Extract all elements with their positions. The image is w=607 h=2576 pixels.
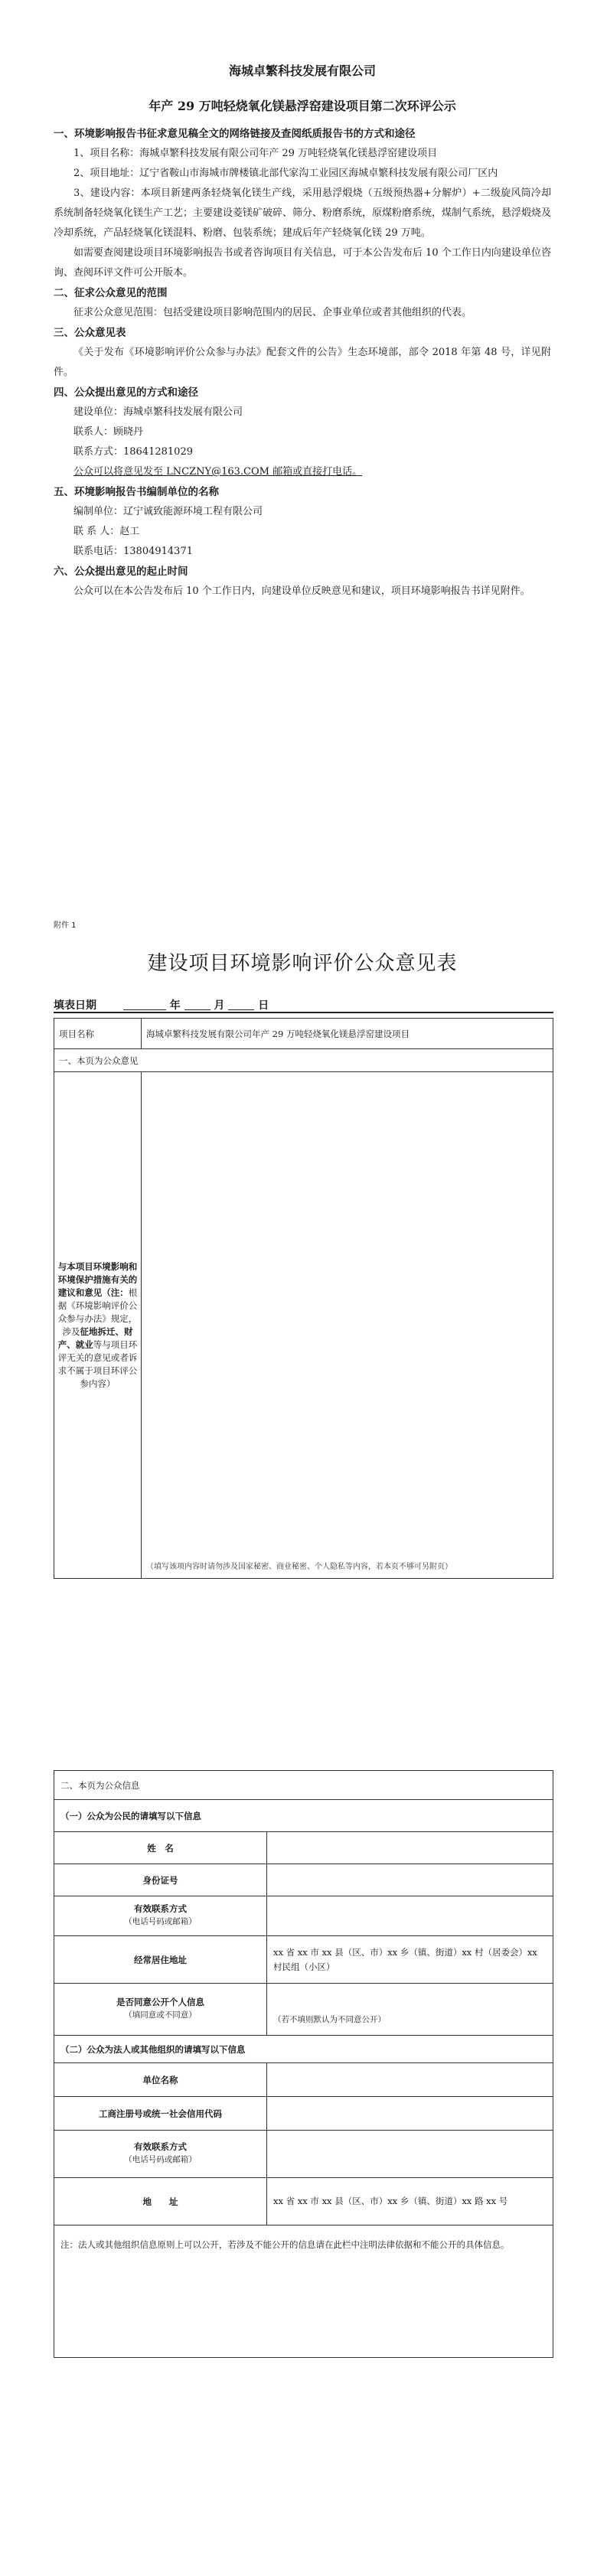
public-info-table <box>54 1770 553 2358</box>
public-consent-sub: （填同意或不同意） <box>124 2010 197 2020</box>
contact-input[interactable] <box>267 1896 553 1936</box>
project-content-line: 3、建设内容：本项目新建两条轻烧氧化镁生产线，采用悬浮煅烧（五级预热器+分解炉）+二级旋风筒冷却系统制备轻烧氧化镁生产工艺；主要建设菱镁矿破碎、筛分、粉磨系统，原煤粉磨系统，煤制气系统，悬浮煅烧及冷却系统，产品轻烧氧化镁混料、粉磨、包装系统；建成后年产轻烧氧化镁 29 万吨。 <box>54 187 552 239</box>
fill-note: （填写该项内容时请勿涉及国家秘密、商业秘密、个人隐私等内容，若本页不够可另附页） <box>146 1563 452 1571</box>
org-header-row <box>54 2036 553 2063</box>
unit-name-label: 单位名称 <box>54 2063 267 2097</box>
address-row <box>54 1936 553 1984</box>
footnote-row <box>54 2225 553 2358</box>
day-label: 日 <box>258 999 269 1012</box>
section-1-title: 一、本页为公众意见 <box>54 1049 553 1072</box>
public-consent-label: 是否同意公开个人信息 <box>116 1997 204 2007</box>
contact-row <box>54 1896 553 1936</box>
section-1-heading: 一、环境影响报告书征求意见稿全文的网络链接及查阅纸质报告书的方式和途径 <box>54 128 416 140</box>
period-paragraph: 公众可以在本公告发布后 10 个工作日内，向建设单位反映意见和建议，项目环境影响报告书详见附件。 <box>73 585 530 597</box>
opinion-form-table <box>54 1018 553 1579</box>
project-address-line: 2、项目地址：辽宁省鞍山市海城市牌楼镇北部代家沟工业园区海城卓繁科技发展有限公司厂区内 <box>73 168 498 179</box>
section-3-heading: 三、公众意见表 <box>54 327 126 339</box>
public-consent-row <box>54 1984 553 2036</box>
org-contact-label: 有效联系方式 <box>134 2141 187 2152</box>
company-title: 海城卓繁科技发展有限公司 <box>228 64 376 78</box>
name-label: 姓 名 <box>54 1832 267 1864</box>
id-row <box>54 1864 553 1896</box>
footnote: 注：法人或其他组织信息原则上可以公开，若涉及不能公开的信息请在此栏中注明法律依据和不能公开的具体信息。 <box>54 2225 553 2358</box>
email-line: 公众可以将意见发至 LNCZNY@163.COM 邮箱或直接打电话。 <box>73 466 363 478</box>
opinion-instruction-bold-1: 与本项目环境影响和环境保护措施有关的建议和意见（注： <box>57 1260 138 1298</box>
unit-name-row <box>54 2063 553 2097</box>
opinion-form-paragraph: 《关于发布《环境影响评价公众参与办法》配套文件的公告》生态环境部，部令 2018 年第 48 号，详见附件。 <box>54 347 551 378</box>
org-address-value[interactable]: xx 省 xx 市 xx 县（区、市）xx 乡（镇、街道）xx 路 xx 号 <box>267 2178 553 2225</box>
section-6-heading: 六、公众提出意见的起止时间 <box>54 566 188 578</box>
public-consent-input[interactable] <box>267 1984 553 2036</box>
citizen-header: （一）公众为公民的请填写以下信息 <box>54 1800 553 1832</box>
section-2-heading: 二、征求公众意见的范围 <box>54 287 168 299</box>
opinion-input-area[interactable] <box>142 1072 553 1579</box>
section-4-heading: 四、公众提出意见的方式和途径 <box>54 386 198 399</box>
attachment-label: 附件 1 <box>54 921 77 930</box>
opinion-instruction-text-1: 根据《环境影响评价公众参与办法》规定，涉及 <box>57 1286 138 1337</box>
opinion-instruction-bold-2: 征地拆迁、财产、就业 <box>57 1325 133 1350</box>
org-address-label: 地 址 <box>54 2178 267 2225</box>
credit-code-label: 工商注册号或统一社会信用代码 <box>54 2097 267 2131</box>
builder-contact-line: 联系人：顾晓丹 <box>73 426 144 438</box>
address-label: 经常居住地址 <box>54 1936 267 1984</box>
project-name-label: 项目名称 <box>54 1019 142 1049</box>
section-2-title: 二、本页为公众信息 <box>54 1771 553 1800</box>
notice-body <box>54 61 551 602</box>
public-consent-label-cell <box>54 1984 267 2036</box>
form-title: 建设项目环境影响评价公众意见表 <box>147 952 458 975</box>
project-name-value: 海城卓繁科技发展有限公司年产 29 万吨轻烧氧化镁悬浮窑建设项目 <box>142 1019 553 1049</box>
consult-paragraph: 如需要查阅建设项目环境影响报告书或者咨询项目有关信息，可于本公告发布后 10 个工作日内向建设单位咨询、查阅环评文件可公开版本。 <box>54 247 551 279</box>
fill-date <box>54 997 269 1012</box>
day-blank[interactable] <box>228 999 254 1010</box>
section-2-row <box>54 1771 553 1800</box>
builder-phone-line: 联系方式：18641281029 <box>73 446 193 458</box>
contact-label-cell <box>54 1896 267 1936</box>
credit-code-row <box>54 2097 553 2131</box>
org-address-row <box>54 2178 553 2225</box>
contact-label: 有效联系方式 <box>134 1903 187 1914</box>
id-input[interactable] <box>267 1864 553 1896</box>
opinion-row <box>54 1072 553 1579</box>
id-label: 身份证号 <box>54 1864 267 1896</box>
public-consent-note: （若不填则默认为不同意公开） <box>273 2015 386 2024</box>
name-row <box>54 1832 553 1864</box>
opinion-instruction-text-2: 等与项目环评无关的意见或者诉求不属于项目环评公参内容） <box>57 1339 138 1389</box>
builder-unit-line: 建设单位：海城卓繁科技发展有限公司 <box>73 406 243 418</box>
year-blank[interactable] <box>123 999 166 1010</box>
credit-code-input[interactable] <box>267 2097 553 2131</box>
preparer-contact-line: 联 系 人：赵工 <box>73 526 140 537</box>
name-input[interactable] <box>267 1832 553 1864</box>
unit-name-input[interactable] <box>267 2063 553 2097</box>
address-value[interactable]: xx 省 xx 市 xx 县（区、市）xx 乡（镇、街道）xx 村（居委会）xx 村民组（小区） <box>267 1936 553 1984</box>
notice-title: 年产 29 万吨轻烧氧化镁悬浮窑建设项目第二次环评公示 <box>148 99 456 113</box>
org-contact-input[interactable] <box>267 2131 553 2178</box>
org-contact-label-cell <box>54 2131 267 2178</box>
month-blank[interactable] <box>184 999 210 1010</box>
section-5-heading: 五、环境影响报告书编制单位的名称 <box>54 486 219 498</box>
scope-paragraph: 征求公众意见范围：包括受建设项目影响范围内的居民、企事业单位或者其他组织的代表。 <box>73 307 472 318</box>
project-name-line: 1、项目名称：海城卓繁科技发展有限公司年产 29 万吨轻烧氧化镁悬浮窑建设项目 <box>73 148 438 159</box>
citizen-header-row <box>54 1800 553 1832</box>
org-header: （二）公众为法人或其他组织的请填写以下信息 <box>54 2036 553 2063</box>
org-contact-sub: （电话号码或邮箱） <box>124 2155 197 2164</box>
month-label: 月 <box>214 999 225 1012</box>
year-label: 年 <box>169 999 181 1012</box>
section-1-row <box>54 1049 553 1072</box>
project-name-row <box>54 1019 553 1049</box>
org-contact-row <box>54 2131 553 2178</box>
fill-date-label: 填表日期 <box>54 999 96 1012</box>
form-top-rule <box>54 1012 553 1013</box>
preparer-phone-line: 联系电话：13804914371 <box>73 546 193 557</box>
opinion-instruction <box>54 1072 142 1579</box>
preparer-unit-line: 编制单位：辽宁诚致能源环境工程有限公司 <box>73 506 263 517</box>
contact-sub: （电话号码或邮箱） <box>124 1917 197 1926</box>
